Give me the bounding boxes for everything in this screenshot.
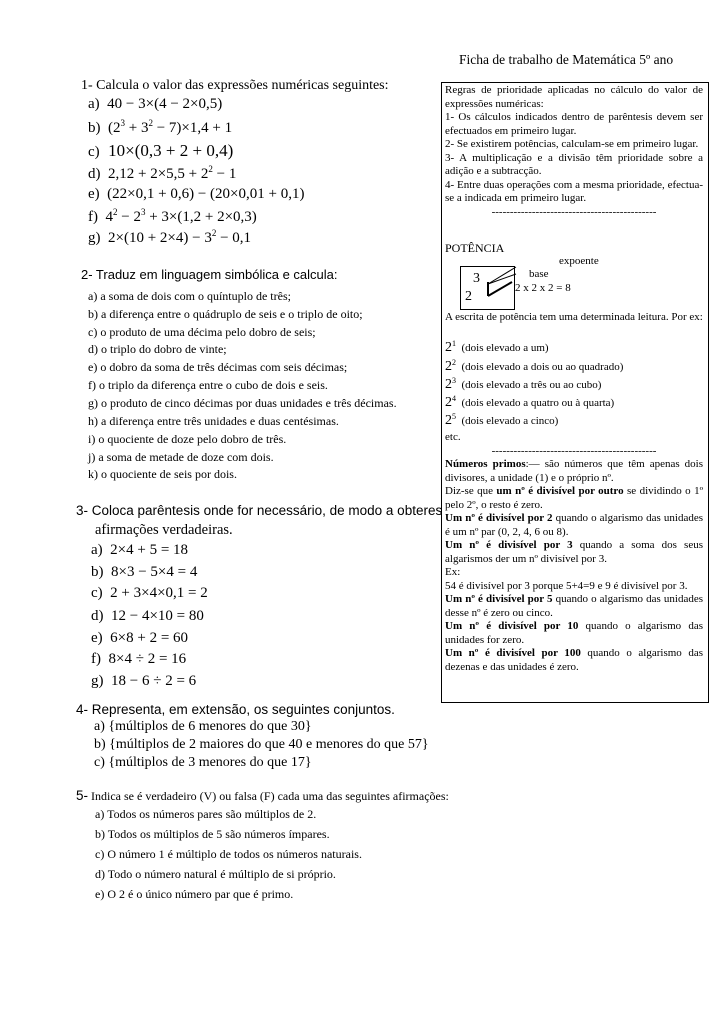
- q2-item: e) o dobro da soma de três décimas com seis décimas;: [88, 360, 348, 374]
- q4-item: a) {múltiplos de 6 menores do que 30}: [94, 719, 312, 734]
- q3-item: c) 2 + 3×4×0,1 = 2: [91, 585, 208, 601]
- q1-item-f: f) $4^2 - 2^3 + 3\times(1,2 + 2\times 0,3)$: [88, 207, 257, 225]
- rule-div-3: Um nº é divisível por 3 quando a soma dos seus algarismos der um nº divisível por 3.: [445, 539, 703, 565]
- q2-item: c) o produto de uma décima pelo dobro de seis;: [88, 325, 316, 339]
- q5-item: d) Todo o número natural é múltiplo de si próprio.: [95, 867, 336, 881]
- q1-item-g: g) $2\times(10 + 2\times 4) - 3^2 - 0,1$: [88, 228, 252, 246]
- q2-item: j) a soma de metade de doze com dois.: [88, 450, 274, 464]
- etc-text: etc.: [445, 431, 461, 443]
- power-diagram-exponent: 3: [473, 271, 480, 286]
- q3-item: e) 6×8 + 2 = 60: [91, 630, 189, 646]
- divisibility-section: [445, 431, 703, 674]
- q3-item: g) 18 − 6 ÷ 2 = 6: [91, 673, 197, 689]
- expoente-label: expoente: [559, 255, 599, 267]
- q3-title: 3- Coloca parêntesis onde for necessário, de modo a obteres: [76, 503, 443, 518]
- example-text: 54 é divisível por 3 porque 5+4=9 e 9 é divisível por 3.: [445, 579, 688, 592]
- q3-item: d) 12 − 4×10 = 80: [91, 608, 204, 624]
- rule-item: 2- Se existirem potências, calculam-se em primeiro lugar.: [445, 138, 699, 150]
- q1-item-d: d) $2,12 + 2\times 5,5 + 2^2 - 1$: [88, 164, 237, 182]
- power-expansion: 2 x 2 x 2 = 8: [515, 282, 571, 294]
- q2-item: f) o triplo da diferença entre o cubo de dois e seis.: [88, 378, 328, 392]
- power-title: POTÊNCIA: [445, 241, 505, 255]
- base-label: base: [529, 268, 549, 280]
- q2-item: h) a diferença entre três unidades e duas centésimas.: [88, 414, 339, 428]
- rules-title: Regras de prioridade aplicadas no cálculo do valor de expressões numéricas:: [445, 84, 703, 110]
- q2-item: i) o quociente de doze pelo dobro de três.: [88, 432, 287, 446]
- rule-div-5: Um nº é divisível por 5 quando o algarismo das unidades desse nº é zero ou cinco.: [445, 593, 704, 619]
- q4-item: b) {múltiplos de 2 maiores do que 40 e menores do que 57}: [94, 737, 429, 752]
- rule-div-2: Um nº é divisível por 2 quando o algarismo das unidades é um nº par (0, 2, 4, 6 ou 8).: [445, 512, 704, 538]
- rule-div-100: Um nº é divisível por 100 quando o algarismo das dezenas e das unidades é zero.: [445, 647, 703, 673]
- q4-item: c) {múltiplos de 3 menores do que 17}: [94, 755, 312, 770]
- rules-section: [445, 84, 703, 219]
- q1-item-b: b) $(2^3 + 3^2 - 7)\times 1,4 + 1$: [88, 118, 233, 136]
- page-title: Ficha de trabalho de Matemática 5º ano: [459, 52, 674, 67]
- power-example: $2^3$ (dois elevado a três ou ao cubo): [445, 376, 602, 392]
- q2-item: a) a soma de dois com o quíntuplo de três;: [88, 289, 291, 303]
- power-diagram-base: 2: [465, 289, 472, 304]
- rule-div-10: Um nº é divisível por 10 quando o algarismo das unidades for zero.: [445, 620, 703, 646]
- q1-title: 1- Calcula o valor das expressões numéricas seguintes:: [81, 78, 389, 93]
- power-example: $2^5$ (dois elevado a cinco): [445, 412, 559, 428]
- power-example: $2^2$ (dois elevado a dois ou ao quadrado): [445, 358, 624, 374]
- q1-item-c: c) 10×(0,3 + 2 + 0,4): [88, 141, 234, 160]
- base-arrow: [488, 282, 512, 296]
- q5-item: e) O 2 é o único número par que é primo.: [95, 887, 294, 901]
- divider: ---------------------------------------------: [491, 205, 657, 218]
- q3-title-cont: afirmações verdadeiras.: [95, 522, 233, 538]
- divider: ---------------------------------------------: [491, 444, 657, 457]
- example-label: Ex:: [445, 566, 461, 578]
- q5-item: b) Todos os múltiplos de 5 são números ímpares.: [95, 827, 330, 841]
- rule-item: 4- Entre duas operações com a mesma prioridade, efectua-se a indicada em primeiro lugar.: [445, 178, 703, 204]
- q1-item-a: a) 40 − 3×(4 − 2×0,5): [88, 96, 223, 112]
- q3-item: f) 8×4 ÷ 2 = 16: [91, 651, 187, 667]
- q3-item: a) 2×4 + 5 = 18: [91, 542, 189, 558]
- q2-item: g) o produto de cinco décimas por duas unidades e três décimas.: [88, 396, 397, 410]
- q1-item-e: e) (22×0,1 + 0,6) − (20×0,01 + 0,1): [88, 186, 305, 202]
- divisibility-definition: Diz-se que um nº é divisível por outro se dividindo o 1º pelo 2º, o resto é zero.: [445, 485, 703, 511]
- q5-title: 5- Indica se é verdadeiro (V) ou falsa (F) cada uma das seguintes afirmações:: [76, 788, 449, 803]
- power-example: $2^1$ (dois elevado a um): [445, 339, 549, 355]
- power-example: $2^4$ (dois elevado a quatro ou à quarta): [445, 394, 615, 410]
- q2-item: b) a diferença entre o quádruplo de seis e o triplo de oito;: [88, 307, 363, 321]
- q2-item: k) o quociente de seis por dois.: [88, 467, 237, 481]
- q3-item: b) 8×3 − 5×4 = 4: [91, 564, 198, 580]
- q4-title: 4- Representa, em extensão, os seguintes conjuntos.: [76, 702, 395, 717]
- rule-item: 3- A multiplicação e a divisão têm prioridade sobre a adição e a subtracção.: [445, 151, 703, 177]
- q5-item: c) O número 1 é múltiplo de todos os números naturais.: [95, 847, 362, 861]
- primes-definition: Números primos:— são números que têm apenas dois divisores, a unidade (1) e o próprio nº.: [445, 458, 703, 484]
- q2-title: 2- Traduz em linguagem simbólica e calcula:: [81, 267, 338, 282]
- q5-item: a) Todos os números pares são múltiplos de 2.: [95, 807, 317, 821]
- q2-item: d) o triplo do dobro de vinte;: [88, 342, 227, 356]
- power-text: A escrita de potência tem uma determinada leitura. Por ex:: [445, 311, 703, 323]
- rule-item: 1- Os cálculos indicados dentro de parêntesis devem ser efectuados em primeiro lugar.: [445, 111, 703, 137]
